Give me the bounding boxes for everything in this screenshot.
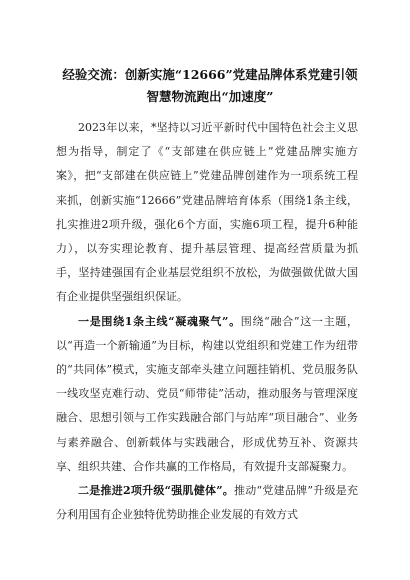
document-title: 经验交流：创新实施“12666”党建品牌体系党建引领智慧物流跑出“加速度” bbox=[62, 67, 358, 104]
paragraph-intro bbox=[56, 116, 358, 310]
paragraph-main-line bbox=[56, 310, 358, 479]
paragraph-lead: 二是推进2项升级“强肌健体”。 bbox=[78, 484, 235, 498]
paragraph-upgrades bbox=[56, 479, 358, 527]
paragraph-text: 2023年以来，*坚持以习近平新时代中国特色社会主义思想为指导，制定了《“支部建在供应链上”党建品牌实施方案》，把“支部建在供应链上”党建品牌创建作为一项系统工程来抓，创新实施“12666”党建品牌培育体系（围绕1条主线，扎实推进2项升级，强化6个方面，实施6项工程，提升6种能力），以夯实理论教育、提升基层管理、提高经营质量为抓手，坚持建强国有企业基层党组织不放松，为做强做优做大国有企业提供坚强组织保证。 bbox=[56, 121, 358, 304]
paragraph-text: 推动“党建品牌”升级是充分利用国有企业独特优势助推企业发展的有效方式 bbox=[56, 484, 359, 522]
document-body bbox=[56, 116, 358, 527]
paragraph-lead: 一是围绕1条主线“凝魂聚气”。 bbox=[78, 314, 241, 328]
paragraph-text: 围绕“融合”这一主题，以“再造一个新输通”为目标，构建以党组织和党建工作为纽带的“共同体”模式，实施支部牵头建立问题挂销机、党员服务队一线攻坚克难行动、党员“师带徒”活动，推动服务与管理深度融合、思想引领与工作实践融合部门与站库“项目融合”、业务与素养融合、创新载体与实践融合，形成优势互补、资源共享、组织共建、合作共赢的工作格局，有效提升支部凝聚力。 bbox=[56, 314, 359, 473]
